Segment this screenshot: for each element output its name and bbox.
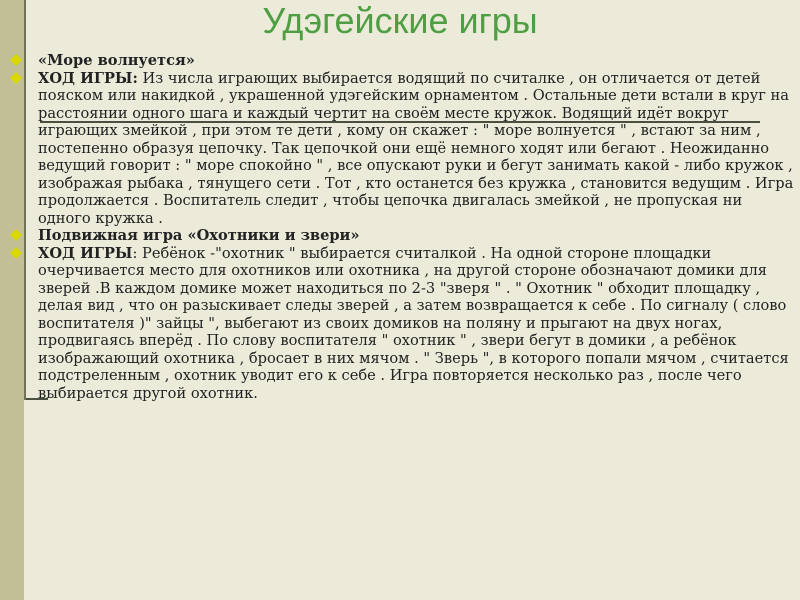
game-1-title-item	[38, 52, 798, 70]
left-band-divider	[24, 0, 26, 400]
diamond-bullet-icon	[10, 229, 22, 241]
diamond-bullet-icon	[10, 247, 22, 259]
game-1-rules-label: ХОД ИГРЫ:	[38, 69, 138, 87]
game-1-title: «Море волнуется»	[38, 52, 195, 69]
game-2-rules-label: ХОД ИГРЫ	[38, 244, 133, 262]
left-decorative-band	[0, 0, 24, 600]
diamond-bullet-icon	[10, 54, 22, 66]
slide-title: Удэгейские игры	[262, 0, 538, 41]
game-2-title: Подвижная игра «Охотники и звери»	[38, 227, 360, 244]
game-2-rules-text: : Ребёнок -"охотник " выбирается считалкой . На одной стороне площадки очерчивается место для охотников или охотника , на другой стороне обозначают домики для зверей .В каждом домике может находиться по 2-3 "зверя " . " Охотник " обходит площадку , делая вид , что он разыскивает следы зверей , а затем возвращается к себе . По сигналу ( слово воспитателя )" зайцы ", выбегают из своих домиков на поляну и прыгают на двух ногах, продвигаясь вперёд . По слову воспитателя " охотник " , звери бегут в домики , а ребёнок изображающий охотника , бросает в них мячом . " Зверь ", в которого попали мячом , считается подстреленным , охотник уводит его к себе . Игра повторяется несколько раз , после чего выбирается другой охотник.	[38, 244, 789, 402]
game-2-title-item	[38, 227, 798, 245]
slide-content	[38, 52, 798, 402]
game-2-rules-item	[38, 245, 798, 403]
game-1-rules-text: Из числа играющих выбирается водящий по считалке , он отличается от детей пояском или накидкой , украшенной удэгейским орнаментом . Остальные дети встали в круг на расстоянии одного шага и каждый чертит на своём месте кружок. Водящий идёт вокруг играющих змейкой , при этом те дети , кому он скажет : " море волнуется " , встают за ним , постепенно образуя цепочку. Так цепочкой они ещё немного ходят или бегают . Неожиданно ведущий говорит : " море спокойно " , все опускают руки и бегут занимать какой - либо кружок , изображая рыбака , тянущего сети . Тот , кто останется без кружка , становится ведущим . Игра продолжается . Воспитатель следит , чтобы цепочка двигалась змейкой , не пропуская ни одного кружка .	[38, 69, 794, 227]
diamond-bullet-icon	[10, 72, 22, 84]
game-1-rules-item	[38, 70, 798, 228]
